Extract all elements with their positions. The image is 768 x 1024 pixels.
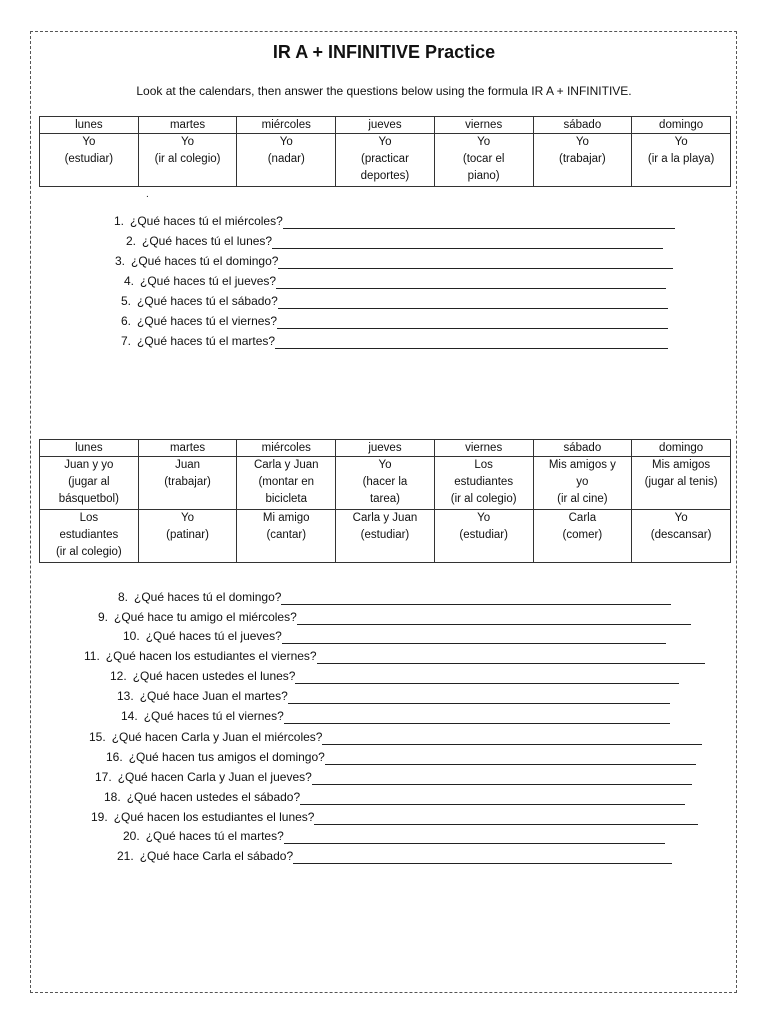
- calendar-cell: Yo (practicar deportes): [336, 134, 435, 187]
- calendar-cell: Yo (patinar): [138, 510, 237, 563]
- question-number: 15.: [89, 730, 106, 744]
- question-item: [104, 789, 685, 805]
- answer-line[interactable]: [322, 732, 702, 745]
- question-text: ¿Qué haces tú el viernes?: [143, 709, 284, 723]
- question-number: 3.: [115, 254, 126, 268]
- question-text: ¿Qué haces tú el jueves?: [140, 274, 277, 288]
- day-header: jueves: [336, 117, 435, 134]
- question-item: [110, 668, 679, 684]
- question-item: [117, 688, 670, 704]
- day-header: viernes: [434, 117, 533, 134]
- question-number: 18.: [104, 790, 121, 804]
- calendar-cell: Yo (nadar): [237, 134, 336, 187]
- question-text: ¿Qué haces tú el martes?: [145, 829, 284, 843]
- answer-line[interactable]: [300, 792, 685, 805]
- question-text: ¿Qué haces tú el jueves?: [145, 629, 282, 643]
- question-number: 6.: [121, 314, 132, 328]
- question-item: [84, 648, 705, 664]
- question-text: ¿Qué haces tú el martes?: [137, 334, 276, 348]
- question-item: [121, 708, 670, 724]
- day-header: miércoles: [237, 117, 336, 134]
- question-item: [121, 313, 668, 329]
- question-number: 14.: [121, 709, 138, 723]
- answer-line[interactable]: [281, 592, 671, 605]
- answer-line[interactable]: [284, 711, 670, 724]
- calendar-cell: Yo (hacer la tarea): [336, 457, 435, 510]
- calendar-header-row: [40, 117, 731, 134]
- answer-line[interactable]: [297, 612, 691, 625]
- question-text: ¿Qué haces tú el domingo?: [131, 254, 279, 268]
- question-number: 17.: [95, 770, 112, 784]
- stray-dot: .: [146, 189, 149, 200]
- question-number: 16.: [106, 750, 123, 764]
- question-number: 2.: [126, 234, 137, 248]
- calendar-cell: Yo (trabajar): [533, 134, 632, 187]
- question-number: 20.: [123, 829, 140, 843]
- day-header: domingo: [632, 117, 731, 134]
- question-number: 1.: [114, 214, 125, 228]
- answer-line[interactable]: [288, 691, 670, 704]
- question-item: [121, 293, 668, 309]
- question-number: 7.: [121, 334, 132, 348]
- question-item: [91, 809, 698, 825]
- question-text: ¿Qué hacen los estudiantes el viernes?: [105, 649, 317, 663]
- day-header: miércoles: [237, 440, 336, 457]
- question-number: 12.: [110, 669, 127, 683]
- day-header: lunes: [40, 117, 139, 134]
- calendar-cell: Juan y yo (jugar al básquetbol): [40, 457, 139, 510]
- question-item: [124, 273, 666, 289]
- question-number: 21.: [117, 849, 134, 863]
- calendar-cell: Carla y Juan (estudiar): [336, 510, 435, 563]
- calendar-header-row: [40, 440, 731, 457]
- question-text: ¿Qué haces tú el lunes?: [142, 234, 273, 248]
- calendar-cell: Carla (comer): [533, 510, 632, 563]
- question-item: [126, 233, 663, 249]
- question-number: 13.: [117, 689, 134, 703]
- question-item: [89, 729, 702, 745]
- answer-line[interactable]: [275, 336, 668, 349]
- instructions: Look at the calendars, then answer the questions below using the formula IR A + INFINITIVE.: [136, 84, 632, 98]
- question-item: [121, 333, 668, 349]
- day-header: sábado: [533, 117, 632, 134]
- day-header: martes: [138, 440, 237, 457]
- question-text: ¿Qué hace tu amigo el miércoles?: [114, 610, 297, 624]
- question-item: [123, 628, 666, 644]
- day-header: martes: [138, 117, 237, 134]
- question-item: [106, 749, 696, 765]
- calendar-cell: Yo (tocar el piano): [434, 134, 533, 187]
- question-item: [123, 828, 665, 844]
- answer-line[interactable]: [282, 631, 666, 644]
- question-text: ¿Qué haces tú el domingo?: [134, 590, 282, 604]
- day-header: viernes: [434, 440, 533, 457]
- calendar-cell: Yo (ir a la playa): [632, 134, 731, 187]
- question-item: [117, 848, 672, 864]
- question-text: ¿Qué hace Carla el sábado?: [139, 849, 294, 863]
- question-number: 4.: [124, 274, 135, 288]
- calendar-cell: Yo (descansar): [632, 510, 731, 563]
- answer-line[interactable]: [284, 831, 665, 844]
- question-text: ¿Qué hacen ustedes el sábado?: [126, 790, 301, 804]
- day-header: lunes: [40, 440, 139, 457]
- calendar-cell: Yo (estudiar): [40, 134, 139, 187]
- calendar-row: [40, 510, 731, 563]
- answer-line[interactable]: [278, 296, 668, 309]
- question-item: [115, 253, 673, 269]
- question-number: 19.: [91, 810, 108, 824]
- calendar-cell: Yo (estudiar): [434, 510, 533, 563]
- question-text: ¿Qué hacen tus amigos el domingo?: [128, 750, 325, 764]
- question-item: [114, 213, 675, 229]
- answer-line[interactable]: [277, 316, 668, 329]
- page-title: IR A + INFINITIVE Practice: [272, 42, 496, 62]
- calendar-cell: Juan (trabajar): [138, 457, 237, 510]
- calendar-cell: Carla y Juan (montar en bicicleta: [237, 457, 336, 510]
- question-text: ¿Qué haces tú el viernes?: [137, 314, 278, 328]
- question-text: ¿Qué haces tú el sábado?: [137, 294, 278, 308]
- question-number: 5.: [121, 294, 132, 308]
- calendar-row: [40, 457, 731, 510]
- question-item: [98, 609, 691, 625]
- calendar-cell: Los estudiantes (ir al colegio): [40, 510, 139, 563]
- answer-line[interactable]: [276, 276, 666, 289]
- day-header: jueves: [336, 440, 435, 457]
- calendar-cell: Mi amigo (cantar): [237, 510, 336, 563]
- question-text: ¿Qué hacen los estudiantes el lunes?: [113, 810, 315, 824]
- calendar-cell: Mis amigos y yo (ir al cine): [533, 457, 632, 510]
- question-number: 11.: [84, 649, 100, 663]
- answer-line[interactable]: [325, 752, 696, 765]
- calendar-cell: Los estudiantes (ir al colegio): [434, 457, 533, 510]
- question-text: ¿Qué haces tú el miércoles?: [130, 214, 283, 228]
- question-item: [95, 769, 692, 785]
- question-number: 10.: [123, 629, 140, 643]
- day-header: sábado: [533, 440, 632, 457]
- calendar-cell: Mis amigos (jugar al tenis): [632, 457, 731, 510]
- answer-line[interactable]: [317, 651, 705, 664]
- question-text: ¿Qué hacen Carla y Juan el jueves?: [117, 770, 312, 784]
- day-header: domingo: [632, 440, 731, 457]
- answer-line[interactable]: [278, 256, 673, 269]
- question-text: ¿Qué hacen ustedes el lunes?: [132, 669, 296, 683]
- answer-line[interactable]: [295, 671, 679, 684]
- answer-line[interactable]: [312, 772, 692, 785]
- question-text: ¿Qué hace Juan el martes?: [139, 689, 288, 703]
- answer-line[interactable]: [272, 236, 663, 249]
- calendar-row: [40, 134, 731, 187]
- calendar-cell: Yo (ir al colegio): [138, 134, 237, 187]
- calendar-1: [39, 116, 731, 187]
- question-number: 8.: [118, 590, 129, 604]
- question-item: [118, 589, 671, 605]
- answer-line[interactable]: [283, 216, 675, 229]
- question-number: 9.: [98, 610, 109, 624]
- answer-line[interactable]: [314, 812, 698, 825]
- answer-line[interactable]: [293, 851, 672, 864]
- calendar-2: [39, 439, 731, 563]
- question-text: ¿Qué hacen Carla y Juan el miércoles?: [111, 730, 323, 744]
